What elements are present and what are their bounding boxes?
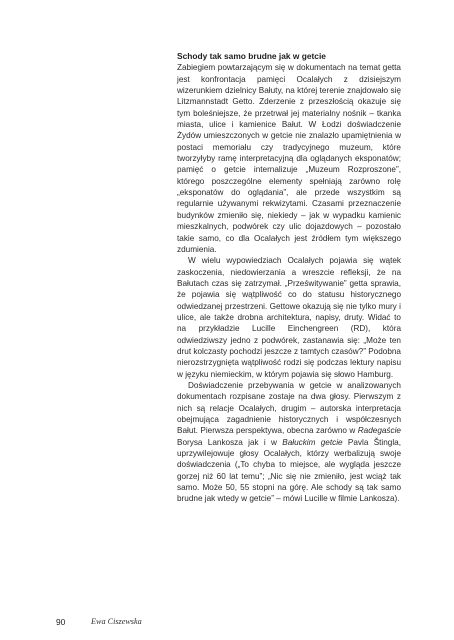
page-footer (0, 617, 454, 631)
article-column (177, 51, 401, 505)
film-title-radegast: Radegaście (357, 426, 401, 436)
paragraph-1: Zabiegiem powtarzającym się w dokumentach na temat getta jest konfrontacja pamięci Ocalałych z dzisiejszym wizerunkiem dzielnicy Bałuty, na której terenie znajdowało się Litzmannstadt Getto. Zderzenie z przeszłością okazuje się tym boleśniejsze, że przetrwał jej materialny nośnik – tkanka miasta, ulice i kamienice Bałut. W Łodzi doświadczenie Żydów umieszczonych w getcie nie znalazło upamiętnienia w postaci memoriału czy tradycyjnego muzeum, które tworzyłyby ramę interpretacyjną dla oglądanych eksponatów; pamięć o getcie internalizuje „Muzeum Rozproszone”, którego poszczególne elementy spełniają zarówno rolę „eksponatów do oglądania”, ale przede wszystkim są regularnie używanymi rekwizytami. Czasami przeznaczenie budynków zmieniło się, niekiedy – jak w wypadku kamienic mieszkalnych, podwórek czy ulic dojazdowych – pozostało takie samo, co dla Ocalałych jest źródłem tym większego zdumienia. (177, 63, 401, 254)
page-number: 90 (56, 617, 66, 627)
running-author: Ewa Ciszewska (91, 617, 142, 626)
paragraph-3-text-1: Doświadczenie przebywania w getcie w analizowanych dokumentach rozpisane zostaje na dwa głosy. Pierwszym z nich są relacje Ocalałych, drugim – autorska interpretacja obejmująca zagadnienie historycznych i współczesnych Bałut. Pierwsza perspektywa, obecna zarówno w (177, 380, 401, 436)
paragraph-3 (177, 380, 401, 505)
film-title-baluty-ghetto: Bałuckim getcie (282, 437, 343, 447)
paragraph-3-text-2: Borysa Lankosza jak i w (177, 437, 283, 447)
section-heading: Schody tak samo brudne jak w getcie (177, 51, 326, 61)
paragraph-2: W wielu wypowiedziach Ocalałych pojawia się wątek zaskoczenia, niedowierzania a wreszcie refleksji, że na Bałutach czas się zatrzymał. „Prześwitywanie” getta sprawia, że pojawia się wątpliwość co do statusu historycznego odwiedzanej przestrzeni. Gettowe okazują się nie tylko mury i ulice, ale także drobna architektura, napisy, druty. Widać to na przykładzie Lucille Einchengreen (RD), która odwiedziwszy jedno z podwórek, zastanawia się: „Może ten drut kolczasty pochodzi jeszcze z tamtych czasów?” Podobna nierozstrzygnięta wątpliwość rodzi się podczas lektury napisu w języku niemieckim, w którym pojawia się słowo Hamburg. (177, 256, 401, 379)
paragraph-3-text-3: Pavla Štingla, uprzywilejowuje głosy Ocalałych, którzy werbalizują swoje doświadczenia („To chyba to miejsce, ale wygląda jeszcze gorzej niż 60 lat temu”; „Nic się nie zmieniło, jest wciąż tak samo. Może 50, 55 stopni na górę. Ale schody są tak samo brudne jak wtedy w getcie” – mówi Lucille w filmie Lankosza). (177, 437, 401, 504)
